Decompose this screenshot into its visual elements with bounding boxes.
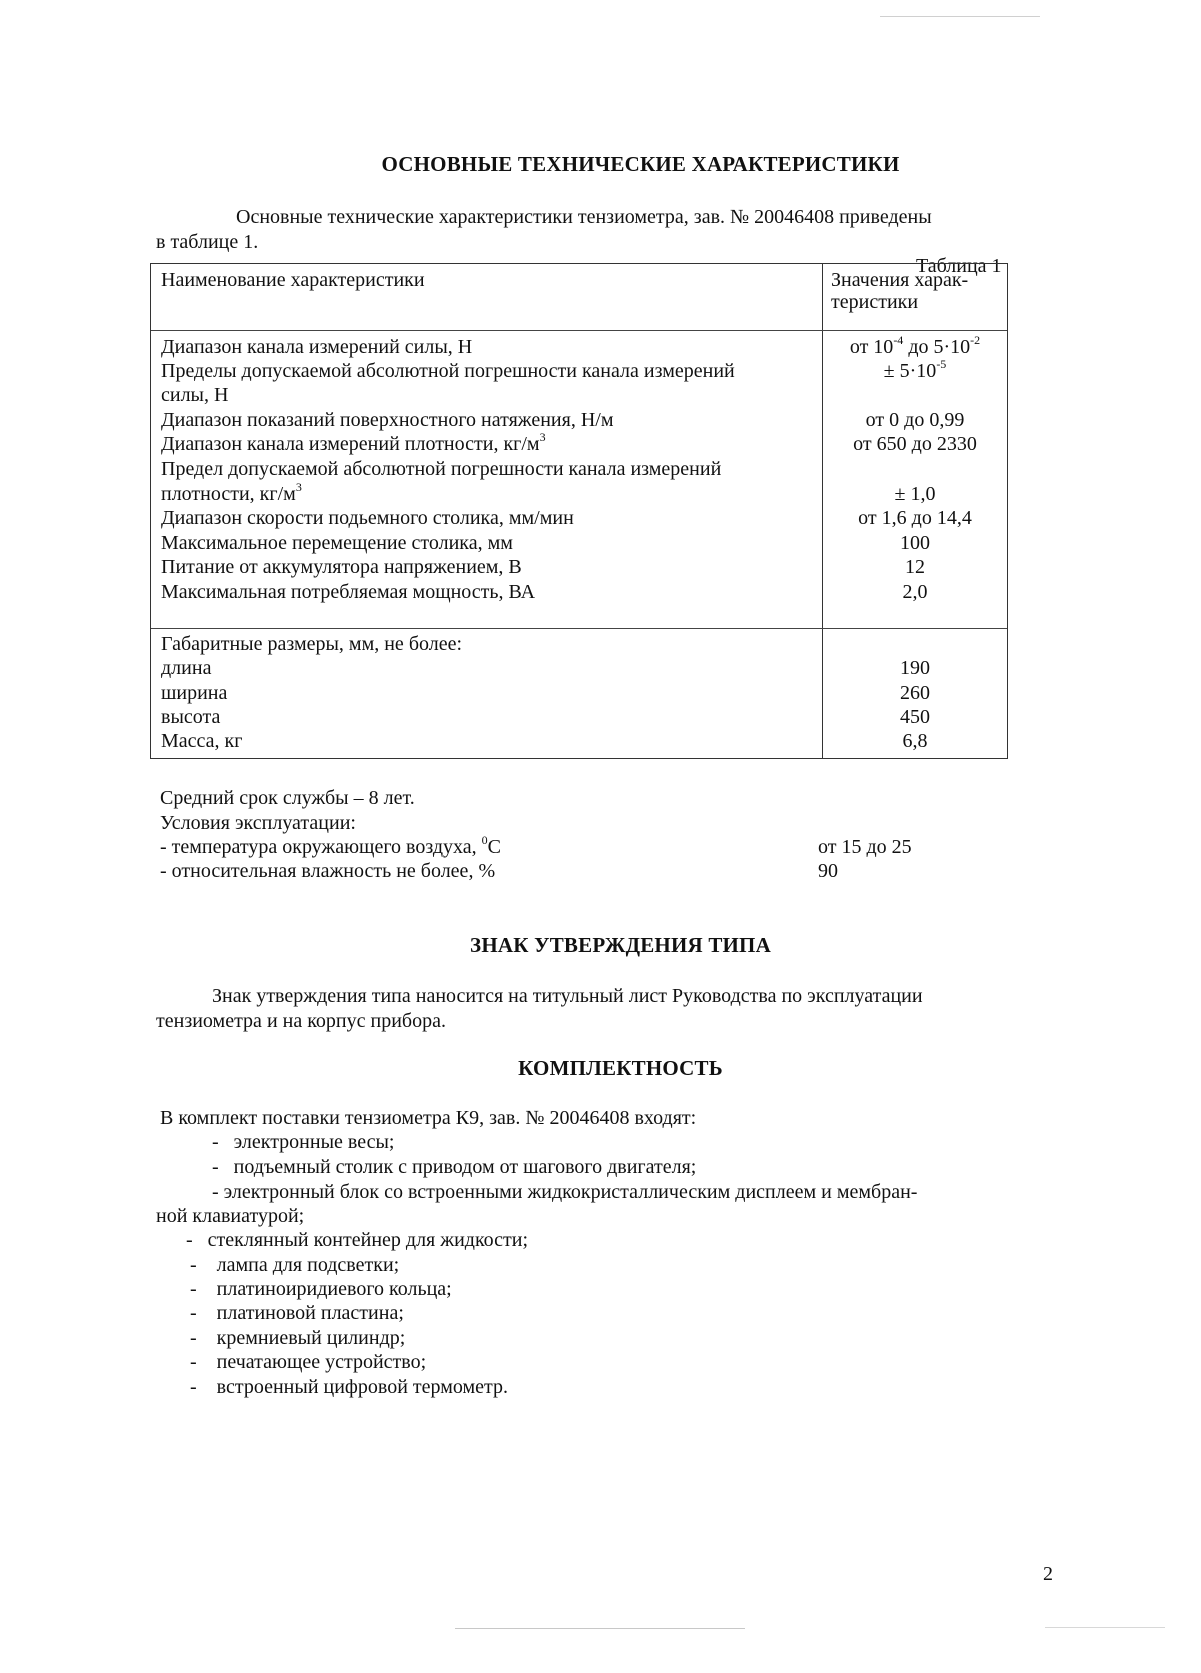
condition-humidity-label: - относительная влажность не более, % [160, 860, 496, 882]
row-name: Питание от аккумулятора напряжением, В [161, 556, 522, 578]
table-row [151, 580, 1007, 605]
row-name: Масса, кг [161, 730, 243, 752]
table-row [151, 457, 1007, 482]
service-lifetime: Средний срок службы – 8 лет. [160, 787, 415, 809]
type-approval-line2: тензиометра и на корпус прибора. [156, 1010, 446, 1032]
row-value: от $10^{-4}$ до $5\cdot 10^{-2}$ [849, 333, 981, 358]
list-item: - печатающее устройство; [190, 1351, 427, 1373]
completeness-intro: В комплект поставки тензиометра К9, зав. № 20046408 входят: [160, 1107, 697, 1129]
table-caption: Таблица 1 [916, 255, 1002, 277]
conditions-title: Условия эксплуатации: [160, 812, 356, 834]
section-title-type-approval: ЗНАК УТВЕРЖДЕНИЯ ТИПА [470, 933, 771, 957]
list-item: ной клавиатурой; [156, 1205, 305, 1227]
row-name: силы, Н [161, 384, 229, 406]
page-number: 2 [1043, 1563, 1053, 1585]
header-value-line1: Значения харак- [831, 269, 969, 291]
row-value: 6,8 [902, 730, 928, 752]
list-item: - встроенный цифровой термометр. [190, 1376, 508, 1398]
specs-table [150, 263, 1008, 759]
row-value: от 0 до 0,99 [865, 409, 965, 431]
row-name: Диапазон канала измерений плотности, $кг/м^3$ [161, 430, 546, 455]
row-name: Предел допускаемой абсолютной погрешности канала измерений [161, 458, 722, 480]
table-row [151, 383, 1007, 408]
header-name: Наименование характеристики [161, 269, 425, 291]
condition-temperature-label: - температура окружающего воздуха, $^0$С [160, 833, 502, 858]
row-value: 100 [900, 532, 930, 554]
table-dimensions-divider [151, 628, 1007, 629]
row-name: Диапазон канала измерений силы, Н [161, 336, 473, 358]
scan-artifact-top [880, 16, 1040, 17]
table-header-row-2 [151, 290, 1007, 315]
list-item: - кремниевый цилиндр; [190, 1327, 406, 1349]
row-value: от 650 до 2330 [853, 433, 977, 455]
row-name: Максимальная потребляемая мощность, ВА [161, 581, 536, 603]
condition-humidity-value: 90 [818, 860, 838, 882]
table-row [151, 335, 1007, 360]
dimensions-title: Габаритные размеры, мм, не более: [161, 633, 463, 655]
table-row [151, 359, 1007, 384]
row-value: от 1,6 до 14,4 [858, 507, 972, 529]
row-value: 2,0 [902, 581, 928, 603]
table-row [151, 482, 1007, 507]
row-name: Пределы допускаемой абсолютной погрешности канала измерений [161, 360, 735, 382]
row-value: 260 [900, 682, 930, 704]
row-value: 12 [905, 556, 925, 578]
row-name: ширина [161, 682, 228, 704]
condition-temperature-value: от 15 до 25 [818, 836, 912, 858]
table-row [151, 432, 1007, 457]
dimensions-title-row [151, 632, 1007, 657]
row-name: Максимальное перемещение столика, мм [161, 532, 513, 554]
list-item: - стеклянный контейнер для жидкости; [186, 1229, 529, 1251]
table-row [151, 705, 1007, 730]
row-value: 190 [900, 657, 930, 679]
list-item: - подъемный столик с приводом от шагового двигателя; [212, 1156, 697, 1178]
row-name: длина [161, 657, 212, 679]
table-row [151, 555, 1007, 580]
table-row [151, 506, 1007, 531]
specs-intro-line2: в таблице 1. [156, 231, 259, 253]
list-item: - лампа для подсветки; [190, 1254, 400, 1276]
table-row [151, 656, 1007, 681]
table-row [151, 531, 1007, 556]
header-value-line2: теристики [831, 291, 919, 313]
row-value: ± $5\cdot 10^{-5}$ [883, 357, 947, 382]
table-row [151, 729, 1007, 754]
row-value: ± 1,0 [894, 483, 936, 505]
specs-intro-line1: Основные технические характеристики тензиометра, зав. № 20046408 приведены [236, 206, 932, 228]
list-item: - платиноиридиевого кольца; [190, 1278, 452, 1300]
table-header-divider [151, 330, 1007, 331]
list-item: - платиновой пластина; [190, 1302, 404, 1324]
type-approval-line1: Знак утверждения типа наносится на титульный лист Руководства по эксплуатации [212, 985, 923, 1007]
row-name: Диапазон показаний поверхностного натяжения, Н/м [161, 409, 614, 431]
list-item: - электронные весы; [212, 1131, 395, 1153]
scan-artifact-bottom-right [1045, 1627, 1165, 1628]
list-item: - электронный блок со встроенными жидкокристаллическим дисплеем и мембран- [212, 1181, 918, 1203]
row-value: 450 [900, 706, 930, 728]
row-name: Диапазон скорости подьемного столика, мм/мин [161, 507, 574, 529]
section-title-specs: ОСНОВНЫЕ ТЕХНИЧЕСКИЕ ХАРАКТЕРИСТИКИ [381, 152, 900, 176]
scan-artifact-bottom [455, 1628, 745, 1629]
row-name: высота [161, 706, 221, 728]
row-name: плотности, $кг/м^3$ [161, 480, 302, 505]
table-row [151, 681, 1007, 706]
table-row [151, 408, 1007, 433]
section-title-completeness: КОМПЛЕКТНОСТЬ [518, 1056, 723, 1080]
